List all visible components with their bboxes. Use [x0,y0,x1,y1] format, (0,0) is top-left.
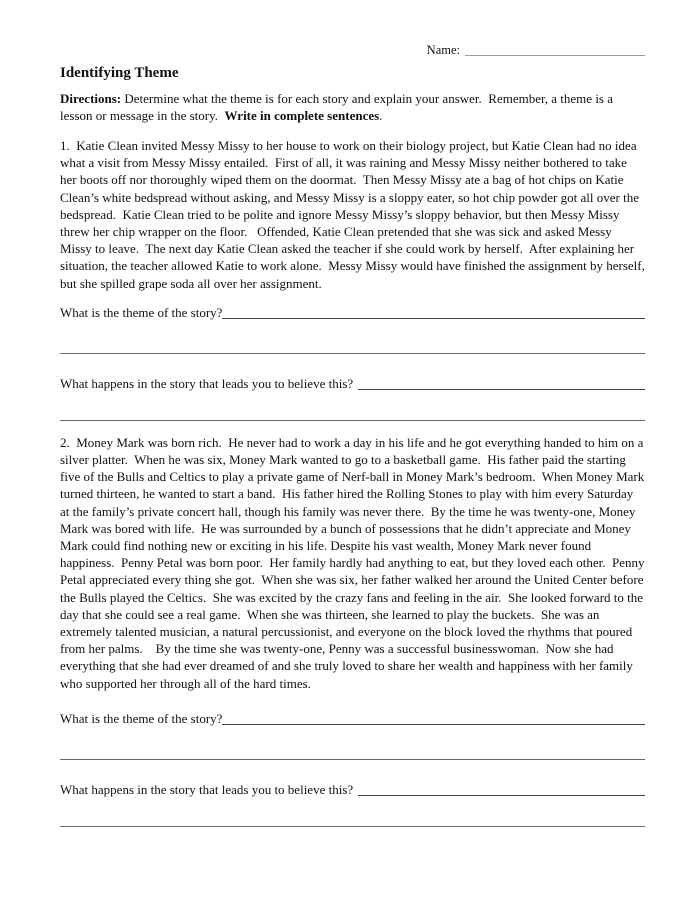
story-2-text [60,434,648,692]
name-blank-line[interactable] [465,42,645,56]
page-title: Identifying Theme [60,65,179,81]
story-2-theme-answer-line-2[interactable] [60,759,645,760]
story-1-theme-question-row [60,304,645,321]
story-2-section [60,434,648,827]
story-2-theme-question: What is the theme of the story? [60,710,223,726]
story-1-theme-question: What is the theme of the story? [60,304,223,320]
story-2-number: 2. [60,434,70,450]
story-1-evidence-answer-line[interactable] [358,375,645,390]
story-1-body: Katie Clean invited Messy Missy to her house to work on their biology project, but Katie Clean had no idea what a visit from Messy Missy entailed. First of all, it was raining and Messy Missy neither bothered to take her boots off nor thoroughly wiped them on the doormat. Then Messy Missy ate a bag of hot chips on Katie Clean’s white bedspread without asking, and Messy Missy is a sloppy eater, so hot chip powder got all over the bedspread. Katie Clean tried to be polite and ignore Messy Missy’s sloppy behavior, but then Messy Missy threw her chip wrapper on the floor. Offended, Katie Clean pretended that she was sick and asked Messy Missy to leave. The next day Katie Clean asked the teacher if she could work by herself. After explaining her situation, the teacher allowed Katie to work alone. Messy Missy would have finished the assignment by herself, but she spilled grape soda all over her assignment. [60,138,649,291]
directions [60,90,645,124]
story-1-number: 1. [60,138,70,153]
story-1-theme-answer-line[interactable] [222,304,645,319]
directions-text: Determine what the theme is for each story and explain your answer. Remember, a theme is a lesson or message in the story. [60,91,617,123]
story-1-text [60,137,649,292]
directions-label: Directions: [60,91,122,106]
story-1-evidence-answer-line-2[interactable] [60,420,645,421]
directions-emphasis: Write in complete sentences [224,108,380,123]
name-row [60,42,645,58]
story-1-evidence-question-row [60,375,645,392]
name-label: Name: [426,43,460,57]
story-2-evidence-question-row [60,781,645,798]
directions-suffix: . [379,108,383,123]
story-2-body: Money Mark was born rich. He never had to work a day in his life and he got everything handed to him on a silver platter. When he was six, Money Mark wanted to go to a basketball game. His father paid the starting five of the Bulls and Celtics to play a private game of Nerf-ball in Money Mark’s bedroom. When Money Mark turned thirteen, he wanted to start a band. His father hired the Rolling Stones to play with him every Saturday at the family’s private concert hall, though his family was never there. By the time he was twenty-one, Money Mark was bored with life. He was surrounded by a bunch of possessions that he didn’t appreciate and Money Mark could find nothing new or exciting in his life. Despite his vast wealth, Money Mark never found happiness. Penny Petal was born poor. Her family hardly had anything to eat, but they loved each other. Penny Petal appreciated every thing she got. When she was six, her father walked her around the United Center before the Bulls played the Celtics. She was excited by the crazy fans and feeling in the air. She looked forward to the day that she could see a real game. When she was thirteen, she learned to play the buckets. She was an extremely talented musician, a natural percussionist, and everyone on the block loved the rhythms that poured from her palms. By the time she was twenty-one, Penny was a successful businesswoman. Now she had everything that she had ever dreamed of and she truly loved to share her wealth and happiness with her family who supported her through all of the hard times. [60,434,648,691]
story-2-theme-answer-line[interactable] [222,710,645,725]
story-2-evidence-answer-line-2[interactable] [60,826,645,827]
story-1-section [60,137,649,421]
story-2-theme-question-row [60,710,645,727]
story-1-theme-answer-line-2[interactable] [60,353,645,354]
story-2-evidence-answer-line[interactable] [358,781,645,796]
story-1-evidence-question: What happens in the story that leads you to believe this? [60,375,354,391]
story-2-evidence-question: What happens in the story that leads you to believe this? [60,781,354,797]
